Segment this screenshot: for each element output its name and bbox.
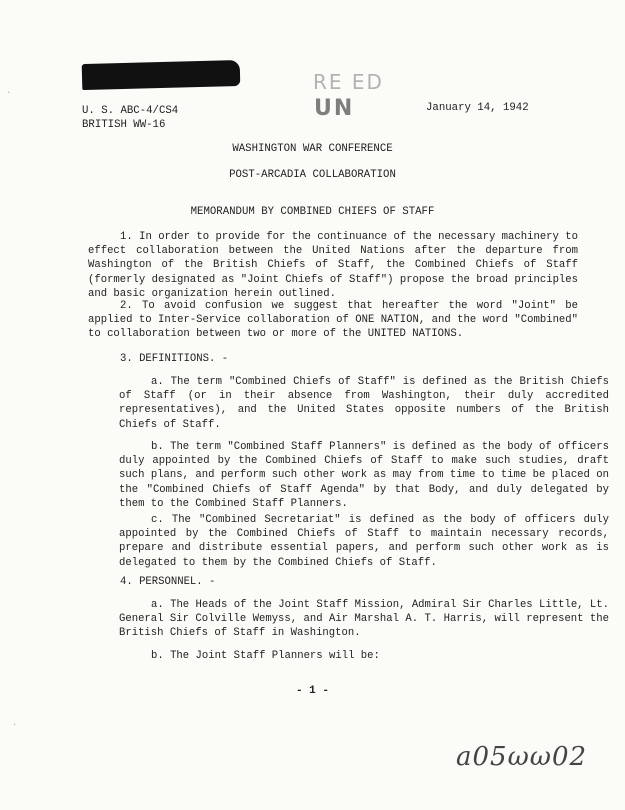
declassified-stamp-top: RE ED bbox=[313, 70, 384, 94]
reference-codes bbox=[82, 104, 178, 132]
personnel-heading: 4. PERSONNEL. - bbox=[120, 576, 216, 588]
paragraph-2-text: 2. To avoid confusion we suggest that hereafter the word "Joint" be applied to Inter-Service collaboration of ONE NATION, and the word "Combined" to collaboration between two or more of the UNITED NATIONS. bbox=[88, 300, 578, 341]
page-number: - 1 - bbox=[295, 685, 329, 697]
paragraph-4-heading bbox=[88, 575, 578, 589]
paragraph-3b-text: b. The term "Combined Staff Planners" is defined as the body of officers duly appointed by the Combined Chiefs of Staff to make such studies, draft such plans, and perform such other work as may from time to time be placed on the "Combined Chiefs of Staff Agenda" by that Body, and duly delegated by them to the Combined Staff Planners. bbox=[119, 441, 609, 510]
subject-title: POST-ARCADIA COLLABORATION bbox=[229, 169, 396, 181]
paragraph-3c-text: c. The "Combined Secretariat" is defined as the body of officers duly appointed by the Combined Chiefs of Staff to maintain necessary records, prepare and distribute essential papers, and perform such other work as is delegated to them by the Combined Chiefs of Staff. bbox=[119, 514, 609, 569]
paragraph-4b bbox=[88, 649, 609, 663]
margin-mark: · bbox=[12, 720, 18, 730]
declassified-stamp-bottom: UN bbox=[314, 96, 355, 121]
redaction-bar bbox=[82, 60, 241, 90]
document-date: January 14, 1942 bbox=[426, 102, 529, 114]
paragraph-2 bbox=[88, 299, 578, 342]
paragraph-3-heading bbox=[88, 352, 578, 366]
margin-mark: · bbox=[6, 88, 12, 98]
paragraph-4b-text: b. The Joint Staff Planners will be: bbox=[151, 650, 380, 662]
definitions-heading: 3. DEFINITIONS. - bbox=[120, 353, 229, 365]
paragraph-3a bbox=[88, 375, 609, 432]
paragraph-4a bbox=[88, 598, 609, 641]
handwritten-archive-id: a05ωω02 bbox=[456, 742, 588, 772]
paragraph-1 bbox=[88, 230, 578, 301]
paragraph-3b bbox=[88, 440, 609, 511]
paragraph-4a-text: a. The Heads of the Joint Staff Mission, Admiral Sir Charles Little, Lt. General Sir Colville Wemyss, and Air Marshal A. T. Harris, will represent the British Chiefs of Staff in Washington. bbox=[119, 599, 609, 640]
memo-title: MEMORANDUM BY COMBINED CHIEFS OF STAFF bbox=[190, 206, 435, 218]
conference-title: WASHINGTON WAR CONFERENCE bbox=[232, 143, 393, 155]
reference-code-us: U. S. ABC-4/CS4 bbox=[82, 105, 179, 117]
reference-code-british: BRITISH WW-16 bbox=[82, 119, 166, 131]
paragraph-3c bbox=[88, 513, 609, 570]
paragraph-1-text: 1. In order to provide for the continuance of the necessary machinery to effect collaboration between the United Nations after the departure from Washington of the British Chiefs of Staff, the Combined Chiefs of Staff (formerly designated as "Joint Chiefs of Staff") propose the broad principles and basic organization herein outlined. bbox=[88, 231, 578, 300]
paragraph-3a-text: a. The term "Combined Chiefs of Staff" is defined as the British Chiefs of Staff (or in their absence from Washington, their duly accredited representatives), and the United States opposite numbers of the British Chiefs of Staff. bbox=[119, 376, 609, 431]
